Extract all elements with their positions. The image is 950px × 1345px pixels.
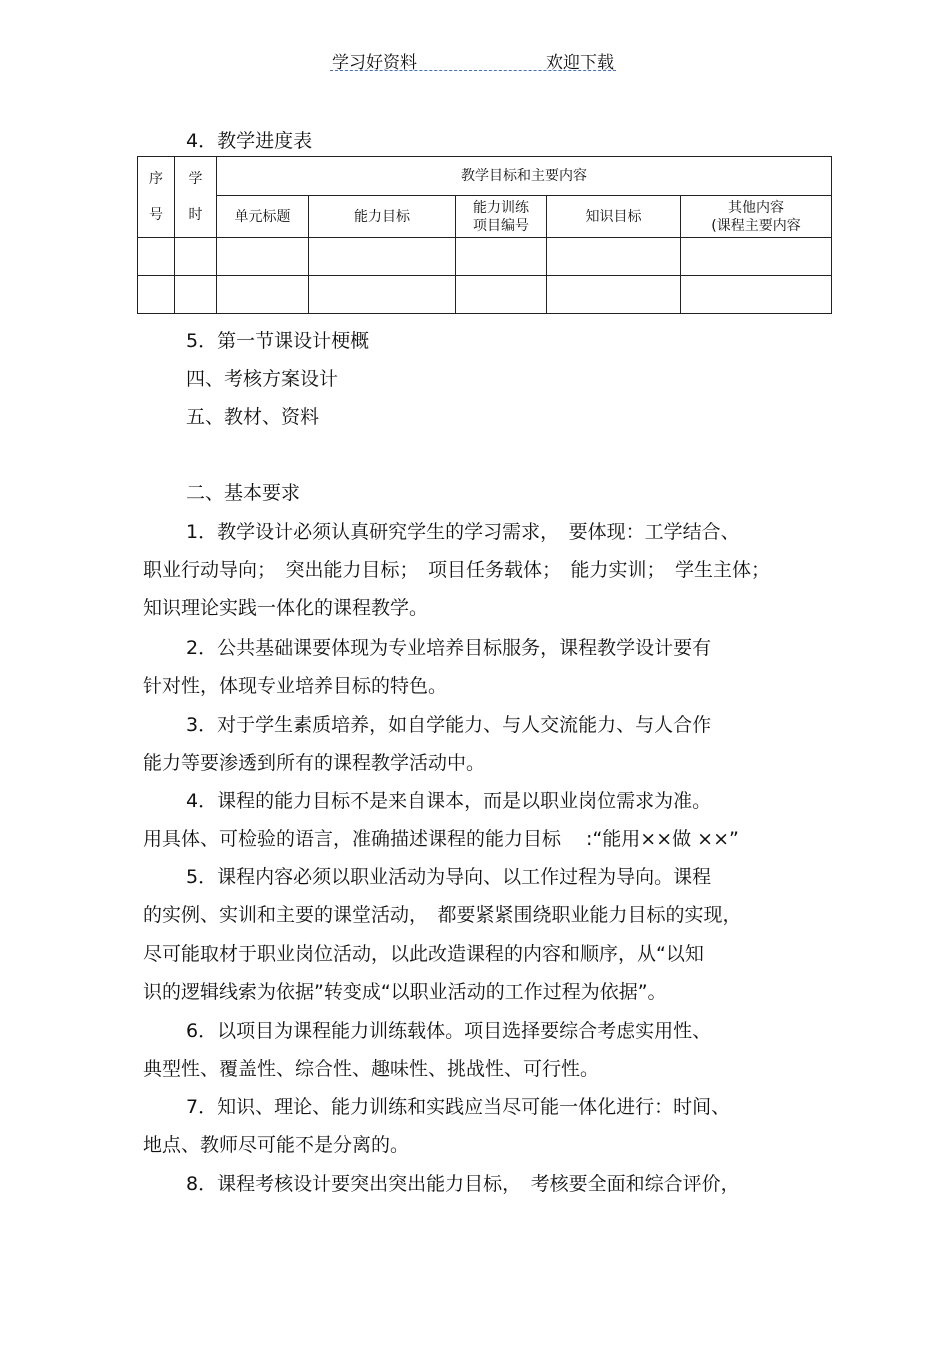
req-line: 知识理论实践一体化的课程教学。 xyxy=(143,597,429,619)
header-cell-hours xyxy=(175,157,217,238)
table-cell xyxy=(217,238,309,276)
subheader-knowledge-goal: 知识目标 xyxy=(547,196,681,238)
table-cell xyxy=(175,238,217,276)
table-cell xyxy=(681,238,832,276)
subheader-unit-title: 单元标题 xyxy=(217,196,309,238)
requirements-title: 二、基本要求 xyxy=(186,482,301,504)
table-cell xyxy=(456,276,547,314)
table-cell xyxy=(138,276,175,314)
req-line: 地点、教师尽可能不是分离的。 xyxy=(143,1134,410,1156)
header-right-text: 欢迎下载 xyxy=(546,53,614,73)
header-hours-top: 学 xyxy=(188,171,203,187)
section-4-title: 4．教学进度表 xyxy=(186,130,313,152)
table-cell xyxy=(547,238,681,276)
req-line: 的实例、实训和主要的课堂活动， 都要紧紧围绕职业能力目标的实现， xyxy=(143,904,742,926)
schedule-table xyxy=(137,156,832,314)
subheader-training-project-no: 能力训练 项目编号 xyxy=(456,196,547,238)
table-cell xyxy=(456,238,547,276)
header-hours-bottom: 时 xyxy=(188,207,203,223)
subheader-ability-goal: 能力目标 xyxy=(309,196,456,238)
req-line: 6．以项目为课程能力训练载体。项目选择要综合考虑实用性、 xyxy=(186,1020,712,1042)
table-cell xyxy=(309,276,456,314)
header-seq-top: 序 xyxy=(149,171,163,187)
req-line: 职业行动导向； 突出能力目标； 项目任务载体； 能力实训； 学生主体； xyxy=(143,559,771,581)
req-line: 7．知识、理论、能力训练和实践应当尽可能一体化进行：时间、 xyxy=(186,1096,731,1118)
req-line: 典型性、覆盖性、综合性、趣味性、挑战性、可行性。 xyxy=(143,1058,600,1080)
group-header-cell: 教学目标和主要内容 xyxy=(217,157,832,196)
req-line: 针对性，体现专业培养目标的特色。 xyxy=(143,675,448,697)
req-line: 8．课程考核设计要突出突出能力目标， 考核要全面和综合评价， xyxy=(186,1173,740,1195)
subheader-other-content: 其他内容 (课程主要内容 xyxy=(681,196,832,238)
item-5-first-lesson: 5．第一节课设计梗概 xyxy=(186,330,370,352)
table-cell xyxy=(547,276,681,314)
req-line: 2．公共基础课要体现为专业培养目标服务，课程教学设计要有 xyxy=(186,637,712,659)
header-left-text: 学习好资料 xyxy=(332,53,417,73)
table-cell xyxy=(175,276,217,314)
table-cell xyxy=(138,238,175,276)
req-line: 5．课程内容必须以职业活动为导向、以工作过程为导向。课程 xyxy=(186,866,712,888)
req-line: 能力等要渗透到所有的课程教学活动中。 xyxy=(143,752,486,774)
req-line: 1．教学设计必须认真研究学生的学习需求， 要体现：工学结合、 xyxy=(186,521,740,543)
req-line: 识的逻辑线索为依据”转变成“以职业活动的工作过程为依据”。 xyxy=(143,981,667,1003)
header-cell-seq xyxy=(138,157,175,238)
table-cell xyxy=(309,238,456,276)
header-seq-bottom: 号 xyxy=(149,207,163,223)
page-header xyxy=(330,46,616,71)
table-row xyxy=(138,238,832,276)
table-cell xyxy=(681,276,832,314)
req-line: 尽可能取材于职业岗位活动，以此改造课程的内容和顺序，从“以知 xyxy=(143,943,704,965)
item-materials: 五、教材、资料 xyxy=(186,406,320,428)
req-line: 3．对于学生素质培养，如自学能力、与人交流能力、与人合作 xyxy=(186,714,712,736)
req-line: 用具体、可检验的语言，准确描述课程的能力目标 :“能用××做 ××” xyxy=(143,828,739,850)
item-assessment-design: 四、考核方案设计 xyxy=(186,368,339,390)
table-cell xyxy=(217,276,309,314)
table-row xyxy=(138,276,832,314)
req-line: 4．课程的能力目标不是来自课本，而是以职业岗位需求为准。 xyxy=(186,790,712,812)
